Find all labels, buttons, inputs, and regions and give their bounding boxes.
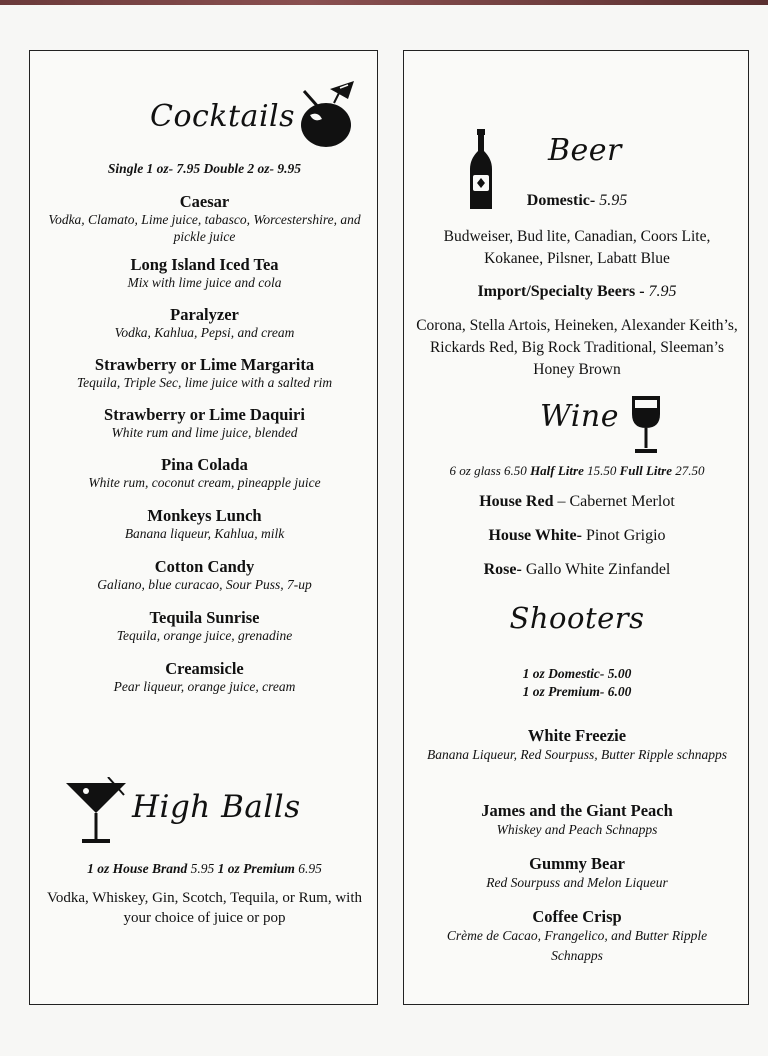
shooter-description: Banana Liqueur, Red Sourpuss, Butter Ripple schnapps	[427, 747, 727, 762]
cocktail-name: Strawberry or Lime Margarita	[94, 355, 315, 374]
cocktail-description: White rum and lime juice, blended	[111, 425, 298, 440]
beer-domestic-heading	[404, 192, 750, 210]
wine-full-label: Full Litre	[619, 463, 672, 478]
cocktail-item	[36, 355, 373, 391]
cocktail-name: Creamsicle	[165, 659, 244, 678]
shooter-description: Red Sourpuss and Melon Liqueur	[486, 875, 668, 890]
beer-import-list: Corona, Stella Artois, Heineken, Alexander Keith’s, Rickards Red, Big Rock Traditional, Sleeman’s Honey Brown	[416, 317, 738, 378]
cocktail-item	[36, 405, 373, 441]
cocktail-item	[36, 305, 373, 341]
martini-glass-icon	[64, 777, 128, 845]
highballs-premium-label: 1 oz Premium	[217, 861, 295, 876]
shooters-domestic-text: 1 oz Domestic- 5.00	[522, 666, 632, 681]
shooters-title: Shooters	[509, 601, 645, 635]
beer-domestic-list: Budweiser, Bud lite, Canadian, Coors Lite, Kokanee, Pilsner, Labatt Blue	[443, 228, 711, 267]
cocktail-description: Galiano, blue curacao, Sour Puss, 7-up	[97, 577, 312, 592]
cocktails-pricing-text: Single 1 oz- 7.95 Double 2 oz- 9.95	[107, 161, 302, 176]
cocktail-name: Caesar	[179, 192, 230, 211]
wine-half-price: 15.50	[587, 463, 617, 478]
wine-red-label: House Red	[479, 493, 554, 510]
shooter-description: Crème de Cacao, Frangelico, and Butter Ripple Schnapps	[446, 928, 708, 963]
cocktail-name: Monkeys Lunch	[147, 506, 262, 525]
wine-half-label: Half Litre	[530, 463, 584, 478]
cocktail-description: White rum, coconut cream, pineapple juice	[88, 475, 321, 490]
shooter-item	[422, 726, 732, 765]
cocktail-item	[36, 255, 373, 291]
highballs-description: Vodka, Whiskey, Gin, Scotch, Tequila, or Rum, with your choice of juice or pop	[46, 890, 363, 926]
cocktail-description: Mix with lime juice and cola	[127, 275, 282, 290]
wine-house-white	[404, 525, 750, 547]
shooter-item	[422, 854, 732, 893]
wine-full-price: 27.50	[675, 463, 705, 478]
wine-pricing	[404, 463, 750, 479]
shooter-description: Whiskey and Peach Schnapps	[496, 822, 658, 837]
beer-title: Beer	[548, 133, 622, 168]
cocktail-description: Vodka, Kahlua, Pepsi, and cream	[114, 325, 295, 340]
wine-glass-price: 6 oz glass 6.50	[449, 463, 527, 478]
cocktail-description: Tequila, orange juice, grenadine	[116, 628, 293, 643]
beer-import-label: Import/Specialty Beers -	[477, 283, 645, 300]
cocktail-item	[36, 506, 373, 542]
cocktails-title: Cocktails	[150, 99, 296, 134]
cocktail-description: Banana liqueur, Kahlua, milk	[124, 526, 285, 541]
highballs-title: High Balls	[132, 789, 301, 825]
cocktail-description: Tequila, Triple Sec, lime juice with a salted rim	[76, 375, 333, 390]
cocktail-name: Long Island Iced Tea	[130, 255, 279, 274]
highballs-pricing	[30, 861, 379, 877]
shooters-domestic-price	[404, 666, 750, 682]
wine-rose-value: Gallo White Zinfandel	[525, 561, 671, 578]
shooters-premium-text: 1 oz Premium- 6.00	[522, 684, 632, 699]
drinks-panel	[403, 50, 749, 1005]
top-edge-strip	[0, 0, 768, 5]
cocktail-name: Paralyzer	[170, 305, 239, 324]
wine-red-value: – Cabernet Merlot	[557, 493, 675, 510]
beer-domestic-label: Domestic-	[526, 192, 596, 209]
cocktail-item	[36, 455, 373, 491]
cocktails-pricing	[30, 161, 379, 177]
highballs-house-price: 5.95	[190, 861, 215, 876]
cocktail-item	[36, 659, 373, 695]
cocktail-item	[36, 608, 373, 644]
highballs-premium-price: 6.95	[298, 861, 322, 876]
beer-domestic-price: 5.95	[599, 192, 628, 209]
shooter-name: Coffee Crisp	[532, 907, 622, 926]
cocktail-description: Vodka, Clamato, Lime juice, tabasco, Worcestershire, and pickle juice	[48, 212, 361, 244]
cocktail-item	[36, 192, 373, 245]
beer-import-heading	[404, 283, 750, 301]
wine-white-value: Pinot Grigio	[585, 527, 666, 544]
cocktails-panel	[29, 50, 378, 1005]
highballs-house-label: 1 oz House Brand	[87, 861, 188, 876]
shooter-name: Gummy Bear	[529, 854, 625, 873]
shooters-premium-price	[404, 684, 750, 700]
wine-house-red	[404, 491, 750, 513]
cocktail-name: Pina Colada	[161, 455, 248, 474]
beer-import-price: 7.95	[648, 283, 677, 300]
cocktail-description: Pear liqueur, orange juice, cream	[113, 679, 296, 694]
wine-rose	[404, 559, 750, 581]
shooter-name: White Freezie	[527, 726, 627, 745]
shooter-name: James and the Giant Peach	[481, 801, 673, 820]
shooter-item	[422, 907, 732, 966]
shooter-item	[422, 801, 732, 840]
cocktail-item	[36, 557, 373, 593]
cocktail-name: Cotton Candy	[154, 557, 255, 576]
wine-rose-label: Rose-	[483, 561, 522, 578]
coconut-drink-icon	[292, 79, 362, 151]
cocktail-name: Tequila Sunrise	[149, 608, 260, 627]
wine-white-label: House White-	[488, 527, 582, 544]
wine-title: Wine	[540, 399, 619, 434]
wine-glass-icon	[629, 394, 663, 454]
cocktail-name: Strawberry or Lime Daquiri	[104, 405, 305, 424]
